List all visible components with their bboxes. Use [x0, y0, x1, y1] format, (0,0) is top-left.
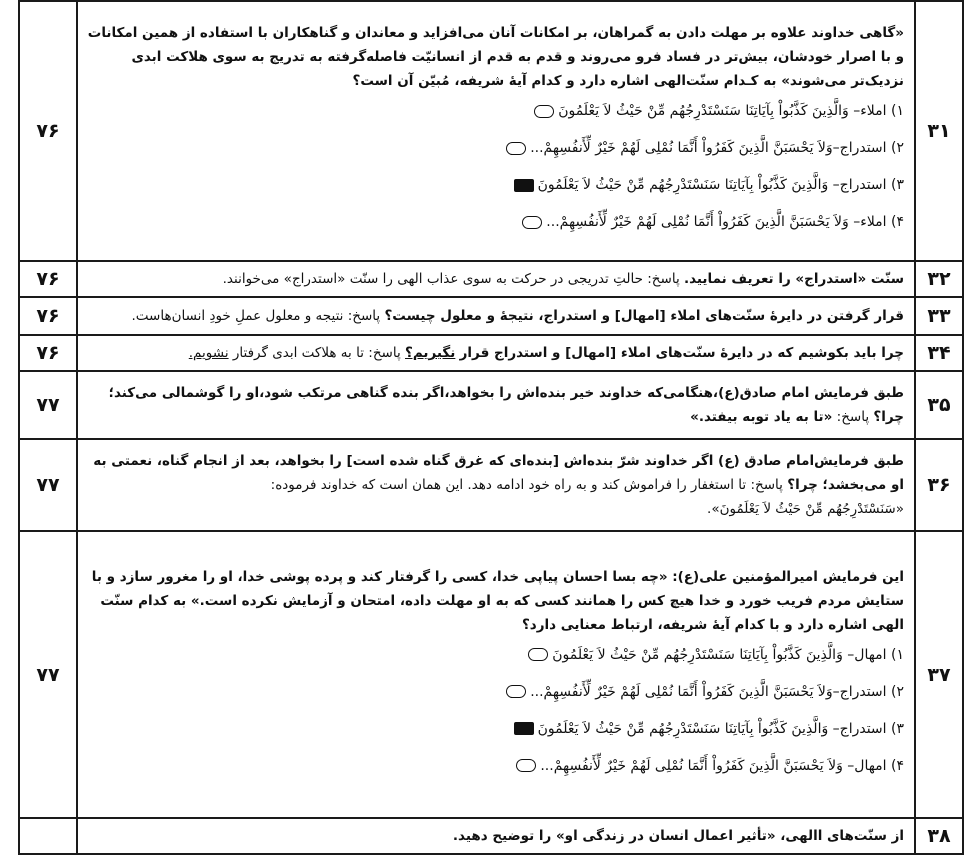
question-text: چرا باید بکوشیم که در دایرهٔ سنّت‌های املاء [امهال] و استدراج قرار	[459, 345, 904, 361]
worksheet	[18, 0, 964, 855]
question-number: ۳۴	[915, 335, 963, 371]
option-text: ۲) استدراج–وَلاَ یَحْسَبَنَّ الَّذِینَ کَفَرُواْ أَنَّمَا نُمْلِی لَهُمْ خَیْرٌ لِّأَنفُسِهِمْ...	[530, 683, 904, 700]
question-cell	[77, 371, 915, 439]
question-text: این فرمایش امیرالمؤمنین علی(ع): «چه بسا احسان پیاپی خدا، کسی را گرفتار کند و پرده پوشی خدا، او را مغرور سازد و با ستایش مردم فریب خورد و خدا هیچ کس را همانند کسی که به او مهلت داده، امتحان و آزمایش نکرده است.» به کدام سنّت الهی اشاره دارد و با کدام آیهٔ شریفه، ارتباط معنایی دارد؟	[91, 568, 904, 633]
table-row	[19, 335, 963, 371]
answer-text: نتیجه و معلول عملِ خودِ انسان‌هاست.	[131, 308, 344, 324]
answer-label: پاسخ:	[347, 308, 381, 324]
option[interactable]	[86, 204, 904, 241]
answer-label: پاسخ:	[836, 409, 870, 425]
option[interactable]	[86, 637, 904, 674]
page-number: ۷۶	[19, 335, 77, 371]
question-cell	[77, 818, 915, 854]
checkbox-icon[interactable]	[534, 105, 554, 118]
verse-text: «سَنَسْتَدْرِجُهُم مِّنْ حَیْثُ لاَ یَعْلَمُونَ».	[707, 501, 904, 517]
table-row	[19, 439, 963, 531]
page-number: ۷۷	[19, 439, 77, 531]
answer-text: حالتِ تدریجی در حرکت به سوی عذاب الهی را سنّت «استدراج» می‌خوانند.	[222, 271, 643, 287]
question-cell	[77, 531, 915, 818]
page-number: ۷۷	[19, 371, 77, 439]
question-text: قرار گرفتن در دایرهٔ سنّت‌های املاء [امهال] و استدراج، نتیجهٔ و معلول چیست؟	[384, 308, 904, 324]
answer-label: پاسخ:	[368, 345, 401, 361]
page-number	[19, 818, 77, 854]
option-text: ۲) استدراج–وَلاَ یَحْسَبَنَّ الَّذِینَ کَفَرُواْ أَنَّمَا نُمْلِی لَهُمْ خَیْرٌ لِّأَنفُسِهِمْ...	[530, 140, 904, 156]
question-number: ۳۲	[915, 261, 963, 297]
question-cell	[77, 261, 915, 297]
checked-box-icon[interactable]	[514, 722, 534, 735]
option[interactable]	[86, 711, 904, 748]
answer-text: تا به هلاکت ابدی گرفتار	[232, 345, 364, 361]
table-row	[19, 818, 963, 854]
option-text: ۳) استدراج– وَالَّذِینَ کَذَّبُواْ بِآیَاتِنَا سَنَسْتَدْرِجُهُم مِّنْ حَیْثُ لاَ یَعْلَمُونَ	[537, 720, 904, 737]
option[interactable]	[86, 674, 904, 711]
answer-label: پاسخ:	[647, 271, 680, 287]
question-number: ۳۶	[915, 439, 963, 531]
question-text: طبق فرمایش‌امام صادق (ع) اگر خداوند شرّ بنده‌اش [بنده‌ای که غرق گناه شده است] را بخواهد، بعد از انجام گناه، نعمتی به او می‌بخشد؛ چرا؟	[93, 453, 904, 493]
page-number: ۷۶	[19, 1, 77, 261]
option[interactable]	[86, 130, 904, 167]
question-number: ۳۳	[915, 297, 963, 335]
page-number: ۷۶	[19, 261, 77, 297]
checkbox-icon[interactable]	[522, 216, 542, 229]
question-text: سنّت «استدراج» را تعریف نمایید.	[684, 271, 904, 287]
option-text: ۳) استدراج– وَالَّذِینَ کَذَّبُواْ بِآیَاتِنَا سَنَسْتَدْرِجُهُم مِّنْ حَیْثُ لاَ یَعْلَمُونَ	[537, 177, 904, 193]
table-row	[19, 371, 963, 439]
question-number: ۳۷	[915, 531, 963, 818]
checkbox-icon[interactable]	[516, 759, 536, 772]
option-text: ۴) امهال– وَلاَ یَحْسَبَنَّ الَّذِینَ کَفَرُواْ أَنَّمَا نُمْلِی لَهُمْ خَیْرٌ لِّأَنفُسِهِمْ...	[540, 757, 904, 774]
table-row	[19, 261, 963, 297]
option-text: ۱) املاء– وَالَّذِینَ کَذَّبُواْ بِآیَاتِنَا سَنَسْتَدْرِجُهُم مِّنْ حَیْثُ لاَ یَعْلَمُونَ	[558, 103, 904, 119]
question-table	[18, 0, 964, 855]
question-text: «گاهی خداوند علاوه بر مهلت دادن به گمراهان، بر امکانات آنان می‌افزاید و معاندان و گناهکاران با استفاده از همین امکانات و با اصرار خودشان، بیش‌تر در فساد فرو می‌روند و قدم به قدم از انسانیّت فاصله‌گرفته به تدریج به سوی هلاکت ابدی نزدیک‌تر می‌شوند» به کـدام سنّت‌الهی اشاره دارد و کدام آیهٔ شریفه، مُبیّن آن است؟	[87, 25, 904, 89]
checked-box-icon[interactable]	[514, 179, 534, 192]
page-number: ۷۷	[19, 531, 77, 818]
question-text: طبق فرمایش امام صادق(ع)،هنگامی‌که خداوند خیر بنده‌اش را بخواهد،اگر بنده گناهی مرتکب شود،او را گوشمالی می‌کند؛ چرا؟	[108, 385, 904, 425]
answer-text: «تا به یاد توبه بیفتد.»	[690, 409, 833, 425]
answer-label: پاسخ:	[750, 477, 783, 493]
question-cell	[77, 1, 915, 261]
question-number: ۳۸	[915, 818, 963, 854]
option-text: ۱) امهال– وَالَّذِینَ کَذَّبُواْ بِآیَاتِنَا سَنَسْتَدْرِجُهُم مِّنْ حَیْثُ لاَ یَعْلَمُونَ	[552, 646, 904, 663]
question-text-underlined: نگیریم؟	[405, 345, 456, 361]
checkbox-icon[interactable]	[528, 648, 548, 661]
option-text: ۴) املاء– وَلاَ یَحْسَبَنَّ الَّذِینَ کَفَرُواْ أَنَّمَا نُمْلِی لَهُمْ خَیْرٌ لِّأَنفُسِهِمْ...	[546, 214, 904, 230]
option[interactable]	[86, 93, 904, 130]
question-cell	[77, 439, 915, 531]
checkbox-icon[interactable]	[506, 142, 526, 155]
table-row	[19, 297, 963, 335]
table-row	[19, 531, 963, 818]
question-cell	[77, 297, 915, 335]
table-row	[19, 1, 963, 261]
question-cell	[77, 335, 915, 371]
option[interactable]	[86, 748, 904, 785]
answer-text-underlined: نشویم.	[188, 345, 229, 361]
question-number: ۳۵	[915, 371, 963, 439]
question-number: ۳۱	[915, 1, 963, 261]
question-text: از سنّت‌های االهی، «تأثیر اعمال انسان در زندگی او» را توضیح دهید.	[452, 828, 904, 844]
page-number: ۷۶	[19, 297, 77, 335]
option[interactable]	[86, 167, 904, 204]
checkbox-icon[interactable]	[506, 685, 526, 698]
answer-text: تا استغفار را فراموش کند و به راه خود ادامه دهد. این همان است که خداوند فرموده:	[270, 477, 747, 493]
